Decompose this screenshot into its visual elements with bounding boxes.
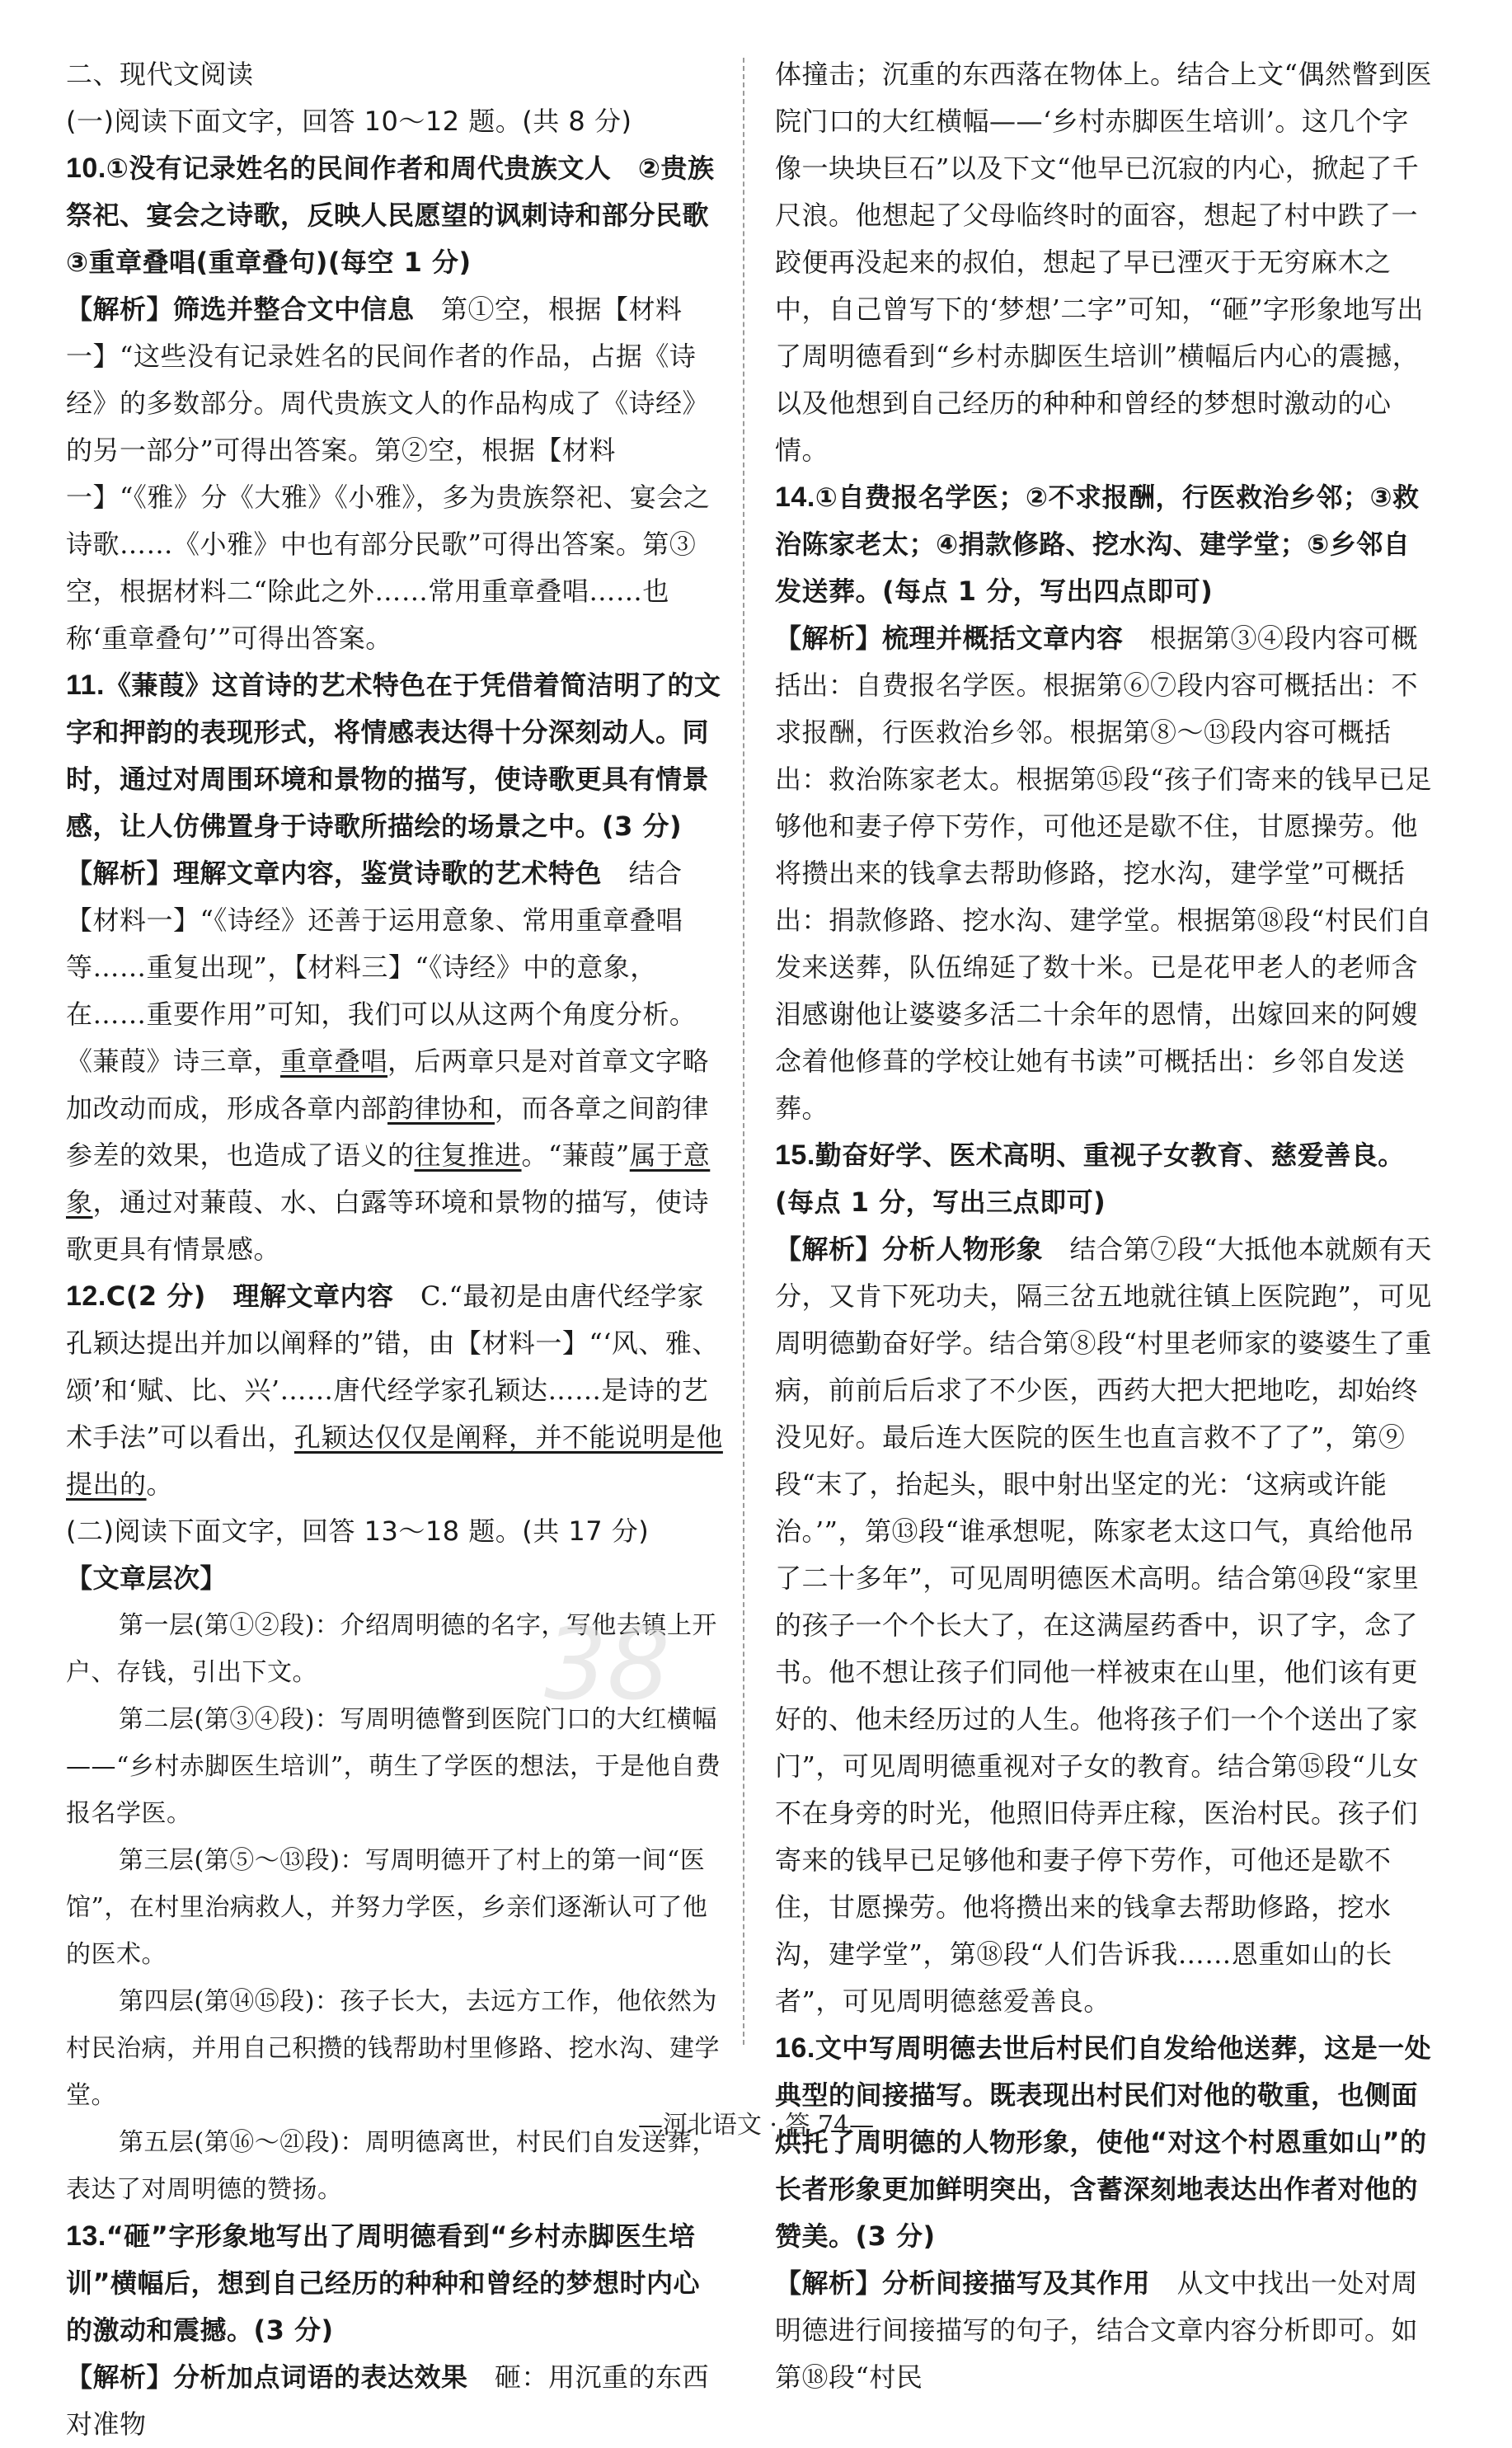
q16-analysis-text: 从文中找出一处对周明德进行间接描写的句子，结合文章内容分析即可。如第⑱段“村民 — [775, 2267, 1419, 2393]
q11-analysis-text-e: ，通过对蒹葭、水、白露等环境和景物的描写，使诗歌更具有情景感。 — [66, 1186, 710, 1265]
q16-analysis-title: 分析间接描写及其作用 — [882, 2267, 1151, 2299]
q10-analysis-title: 筛选并整合文中信息 — [173, 294, 415, 325]
q13-analysis-tag: 【解析】 — [66, 2361, 174, 2393]
q13-analysis-title: 分析加点词语的表达效果 — [173, 2361, 468, 2393]
right-column — [775, 51, 1435, 2401]
q11-underline-1: 重章叠唱 — [280, 1045, 388, 1077]
q11-analysis-text-a: 结合【材料一】“《诗经》还善于运用意象、常用重章叠唱等……重复出现”，【材料三】“《诗经》中的意象，在……重要作用”可知，我们可以从这两个角度分析。《蒹葭》诗三章， — [66, 858, 697, 1077]
q14-analysis — [775, 615, 1435, 1132]
q15-number: 15. — [775, 1139, 815, 1171]
q15-answer-text: 勤奋好学、医术高明、重视子女教育、慈爱善良。(每点 1 分，写出三点即可) — [775, 1139, 1405, 1218]
q10-answer — [66, 145, 736, 286]
structure-heading: 【文章层次】 — [66, 1562, 228, 1594]
q15-analysis-title: 分析人物形象 — [882, 1233, 1044, 1265]
q14-analysis-text: 根据第③④段内容可概括出：自费报名学医。根据第⑥⑦段内容可概括出：不求报酬，行医救治乡邻。根据第⑧～⑬段内容可概括出：救治陈家老太。根据第⑮段“孩子们寄来的钱早已足够他和妻子停下劳作，可他还是歇不住，甘愿操劳。他将攒出来的钱拿去帮助修路，挖水沟，建学堂”可概括出：捐款修路、挖水沟、建学堂。根据第⑱段“村民们自发来送葬，队伍绵延了数十米。已是花甲老人的老师含泪感谢他让婆婆多活二十余年的恩情，出嫁回来的阿嫂念着他修葺的学校让她有书读”可概括出：乡邻自发送葬。 — [775, 623, 1432, 1124]
q16-number: 16. — [775, 2032, 815, 2064]
left-column — [66, 51, 736, 2448]
q14-answer — [775, 474, 1435, 615]
q15-analysis-text: 结合第⑦段“大抵他本就颇有天分，又肯下死功夫，隔三岔五地就往镇上医院跑”，可见周明德勤奋好学。结合第⑧段“村里老师家的婆婆生了重病，前前后后求了不少医，西药大把大把地吃，却始终没见好。最后连大医院的医生也直言救不了了”，第⑨段“末了，抬起头，眼中射出坚定的光：‘这病或许能治。’”，第⑬段“谁承想呢，陈家老太这口气，真给他吊了二十多年”，可见周明德医术高明。结合第⑭段“家里的孩子一个个长大了，在这满屋药香中，识了字，念了书。他不想让孩子们同他一样被束在山里，他们该有更好的、他未经历过的人生。他将孩子们一个个送出了家门”，可见周明德重视对子女的教育。结合第⑮段“儿女不在身旁的时光，他照旧侍弄庄稼，医治村民。孩子们寄来的钱早已足够他和妻子停下劳作，可他还是歇不住，甘愿操劳。他将攒出来的钱拿去帮助修路，挖水沟，建学堂”，第⑱段“人们告诉我……恩重如山的长者”，可见周明德慈爱善良。 — [775, 1233, 1432, 2017]
q14-number: 14. — [775, 482, 815, 513]
q12-analysis-title: 理解文章内容 — [232, 1280, 394, 1312]
layer-2: 第二层(第③④段)：写周明德瞥到医院门口的大红横幅——“乡村赤脚医生培训”，萌生了学医的想法，于是他自费报名学医。 — [66, 1705, 721, 1828]
q13-analysis-text: 砸：用沉重的东西对准物 — [66, 2361, 710, 2440]
q15-analysis-tag: 【解析】 — [775, 1233, 883, 1265]
q11-analysis-title: 理解文章内容，鉴赏诗歌的艺术特色 — [173, 858, 603, 889]
q13-analysis — [66, 2354, 725, 2448]
q10-analysis-text: 第①空，根据【材料一】“这些没有记录姓名的民间作者的作品，占据《诗经》的多数部分。周代贵族文人的作品构成了《诗经》的另一部分”可得出答案。第②空，根据【材料一】“《雅》分《大雅》《小雅》，多为贵族祭祀、宴会之诗歌……《小雅》中也有部分民歌”可得出答案。第③空，根据材料二“除此之外……常用重章叠唱……也称‘重章叠句’”可得出答案。 — [66, 294, 711, 654]
q13-answer — [66, 2213, 725, 2354]
q16-analysis-tag: 【解析】 — [775, 2267, 883, 2299]
watermark-logo: 38 — [544, 1608, 670, 1722]
q14-answer-text: ①自费报名学医；②不求报酬，行医救治乡邻；③救治陈家老太；④捐款修路、挖水沟、建学堂；⑤乡邻自发送葬。(每点 1 分，写出四点即可) — [775, 482, 1420, 607]
q10-number: 10. — [66, 153, 106, 184]
part2-heading: (二)阅读下面文字，回答 13～18 题。(共 17 分) — [66, 1515, 650, 1547]
q13-number: 13. — [66, 2220, 106, 2252]
q11-answer — [66, 662, 725, 850]
q11-analysis-text-c: ，而各章之间韵律参差的效果，也造成了语义的 — [66, 1092, 710, 1171]
section-heading: 二、现代文阅读 — [66, 59, 254, 90]
q13-answer-text: “砸”字形象地写出了周明德看到“乡村赤脚医生培训”横幅后，想到自己经历的种种和曾经的梦想时内心的激动和震撼。(3 分) — [66, 2220, 701, 2346]
q12-answer — [66, 1273, 725, 1508]
q11-analysis-text-b: ，后两章只是对首章文字略加改动而成，形成各章内部 — [66, 1045, 710, 1124]
q12-answer-text: C(2 分) — [106, 1280, 206, 1312]
q12-analysis-text: C.“最初是由唐代经学家孔颖达提出并加以阐释的”错，由【材料一】“‘风、雅、颂’和‘赋、比、兴’……唐代经学家孔颖达……是诗的艺术手法”可以看出， — [66, 1280, 719, 1453]
q16-answer-text: 文中写周明德去世后村民们自发给他送葬，这是一处典型的间接描写。既表现出村民们对他的敬重，也侧面烘托了周明德的人物形象，使他“对这个村恩重如山”的长者形象更加鲜明突出，含蓄深刻地表达出作者对他的赞美。(3 分) — [775, 2032, 1432, 2252]
q13-analysis-continued: 体撞击；沉重的东西落在物体上。结合上文“偶然瞥到医院门口的大红横幅——‘乡村赤脚医生培训’。这几个字像一块块巨石”以及下文“他早已沉寂的内心，掀起了千尺浪。他想起了父母临终时的面容，想起了村中跌了一跤便再没起来的叔伯，想起了早已湮灭于无穷麻木之中，自己曾写下的‘梦想’二字”可知，“砸”字形象地写出了周明德看到“乡村赤脚医生培训”横幅后内心的震撼，以及他想到自己经历的种种和曾经的梦想时激动的心情。 — [775, 59, 1432, 466]
layer-5: 第五层(第⑯～㉑段)：周明德离世，村民们自发送葬，表达了对周明德的赞扬。 — [66, 2128, 717, 2204]
q15-answer — [775, 1132, 1435, 1226]
q12-analysis-end: 。 — [146, 1468, 174, 1500]
column-divider — [743, 58, 744, 2045]
q12-number: 12. — [66, 1280, 106, 1312]
q12-underline: 孔颖达仅仅是阐释，并不能说明是他提出的 — [66, 1421, 723, 1500]
q14-analysis-tag: 【解析】 — [775, 623, 883, 654]
layer-4: 第四层(第⑭⑮段)：孩子长大，去远方工作，他依然为村民治病，并用自己积攒的钱帮助村里修路、挖水沟、建学堂。 — [66, 1987, 720, 2110]
part1-heading: (一)阅读下面文字，回答 10～12 题。(共 8 分) — [66, 106, 632, 137]
layer-1: 第一层(第①②段)：介绍周明德的名字，写他去镇上开户、存钱，引出下文。 — [66, 1611, 717, 1687]
layer-3: 第三层(第⑤～⑬段)：写周明德开了村上的第一间“医馆”，在村里治病救人，并努力学医，乡亲们逐渐认可了他的医术。 — [66, 1846, 708, 1969]
q15-analysis — [775, 1226, 1435, 2025]
q11-analysis-tag: 【解析】 — [66, 858, 174, 889]
q11-underline-4: 属于意象 — [66, 1139, 711, 1218]
q10-answer-text: ①没有记录姓名的民间作者和周代贵族文人 ②贵族祭祀、宴会之诗歌，反映人民愿望的讽刺诗和部分民歌 ③重章叠唱(重章叠句)(每空 1 分) — [66, 153, 736, 278]
q16-answer — [775, 2025, 1435, 2260]
q11-analysis — [66, 850, 725, 1273]
q11-underline-3: 往复推进 — [414, 1139, 522, 1171]
q10-analysis — [66, 286, 725, 662]
q11-analysis-text-d: 。“蒹葭” — [521, 1139, 630, 1171]
q11-underline-2: 韵律协和 — [387, 1092, 495, 1124]
q11-answer-text: 《蒹葭》这首诗的艺术特色在于凭借着简洁明了的文字和押韵的表现形式，将情感表达得十分深刻动人。同时，通过对周围环境和景物的描写，使诗歌更具有情景感，让人仿佛置身于诗歌所描绘的场景之中。(3 分) — [66, 670, 721, 842]
q11-number: 11. — [66, 670, 105, 701]
q14-analysis-title: 梳理并概括文章内容 — [882, 623, 1124, 654]
q10-analysis-tag: 【解析】 — [66, 294, 174, 325]
q16-analysis — [775, 2260, 1435, 2401]
page-footer: —河北语文 · 答 74— — [637, 2111, 875, 2140]
